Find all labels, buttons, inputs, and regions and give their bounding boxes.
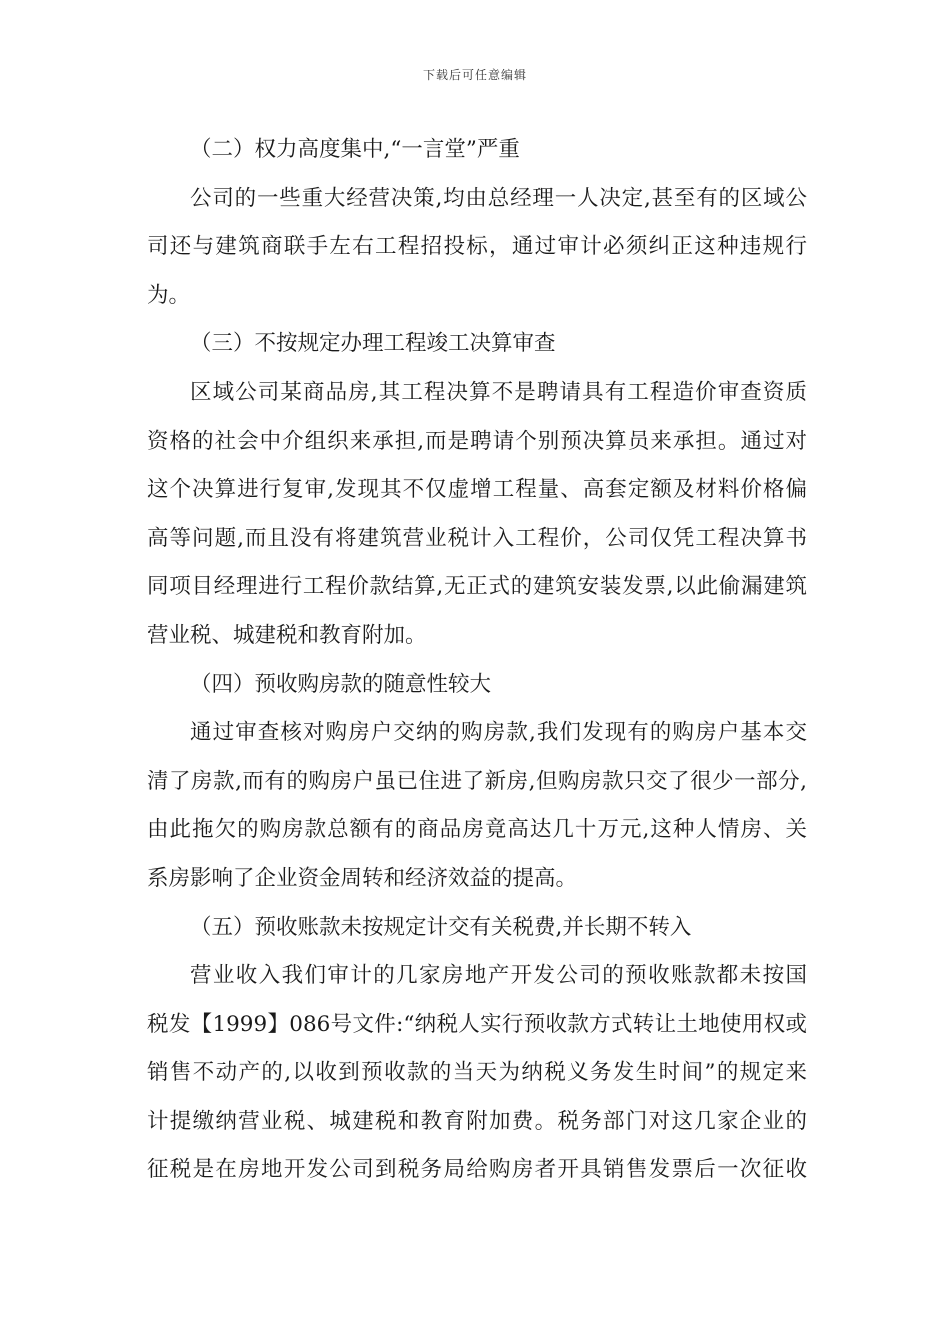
paragraph-line: 公司的一些重大经营决策,均由总经理一人决定,甚至有的区域公 bbox=[190, 185, 807, 211]
heading-section-5: （五）预收账款未按规定计交有关税费,并长期不转入 bbox=[190, 914, 692, 940]
heading-section-3: （三）不按规定办理工程竣工决算审查 bbox=[190, 331, 556, 357]
heading-section-4: （四）预收购房款的随意性较大 bbox=[190, 671, 492, 697]
paragraph-line: 由此拖欠的购房款总额有的商品房竟高达几十万元,这种人情房、关 bbox=[147, 817, 807, 843]
paragraph-line: 征税是在房地开发公司到税务局给购房者开具销售发票后一次征收 bbox=[147, 1157, 807, 1183]
paragraph-line: 同项目经理进行工程价款结算,无正式的建筑安装发票,以此偷漏建筑 bbox=[147, 574, 807, 600]
paragraph-line: 销售不动产的,以收到预收款的当天为纳税义务发生时间”的规定来 bbox=[147, 1060, 807, 1086]
paragraph-line: 营业收入我们审计的几家房地产开发公司的预收账款都未按国 bbox=[190, 963, 807, 989]
paragraph-line: 资格的社会中介组织来承担,而是聘请个别预决算员来承担。通过对 bbox=[147, 428, 807, 454]
paragraph-line: 通过审查核对购房户交纳的购房款,我们发现有的购房户基本交 bbox=[190, 720, 807, 746]
document-body bbox=[147, 126, 807, 1195]
paragraph-line: 系房影响了企业资金周转和经济效益的提高。 bbox=[147, 865, 578, 891]
paragraph-line: 区域公司某商品房,其工程决算不是聘请具有工程造价审查资质 bbox=[190, 379, 807, 405]
paragraph-line: 营业税、城建税和教育附加。 bbox=[147, 622, 427, 648]
paragraph-line: 司还与建筑商联手左右工程招投标，通过审计必须纠正这种违规行 bbox=[147, 234, 807, 260]
heading-section-2: （二）权力高度集中,“一言堂”严重 bbox=[190, 137, 520, 162]
paragraph-line: 税发【1999】086号文件:“纳税人实行预收款方式转让土地使用权或 bbox=[147, 1011, 807, 1037]
paragraph-line: 计提缴纳营业税、城建税和教育附加费。税务部门对这几家企业的 bbox=[147, 1108, 807, 1134]
paragraph-line: 这个决算进行复审,发现其不仅虚增工程量、高套定额及材料价格偏 bbox=[147, 477, 807, 503]
paragraph-line: 为。 bbox=[147, 282, 191, 308]
paragraph-line: 清了房款,而有的购房户虽已住进了新房,但购房款只交了很少一部分, bbox=[147, 768, 807, 794]
paragraph-line: 高等问题,而且没有将建筑营业税计入工程价，公司仅凭工程决算书 bbox=[147, 525, 807, 551]
page-header: 下载后可任意编辑 bbox=[422, 68, 527, 82]
